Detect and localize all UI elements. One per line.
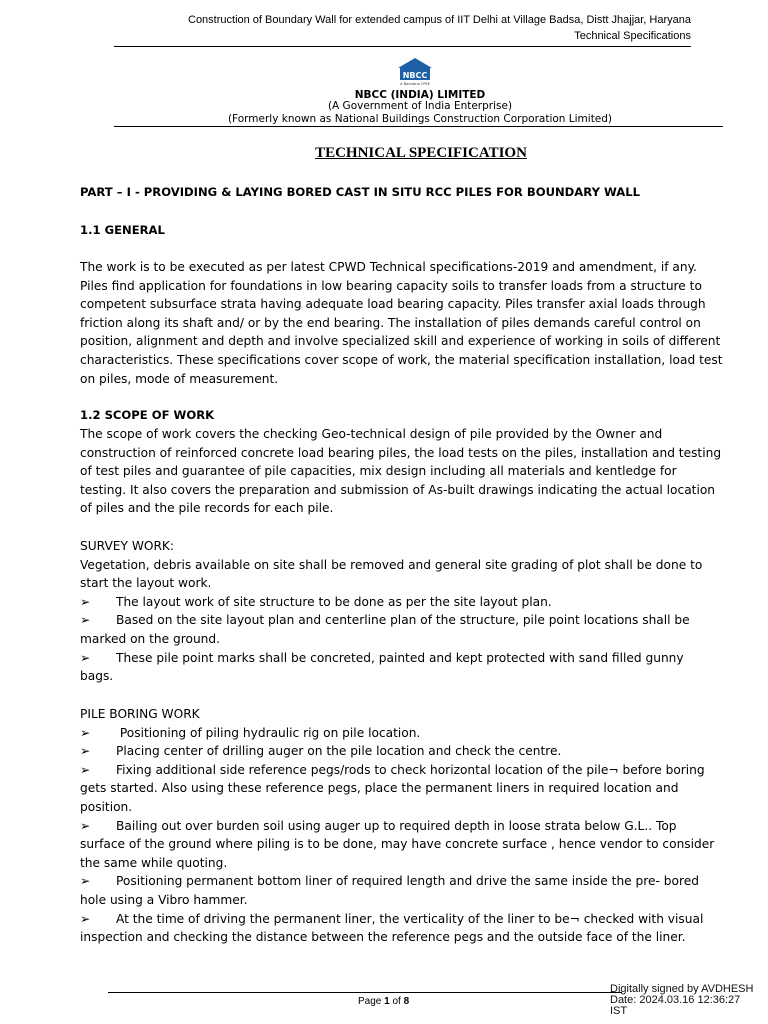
survey-bullet	[80, 593, 727, 612]
bullet-text: Bailing out over burden soil using auger up to required depth in loose strata below G.L.. Top	[116, 818, 677, 833]
bullet-text: These pile point marks shall be concreted, painted and kept protected with sand filled gunny	[116, 650, 684, 665]
boring-bullet	[80, 724, 727, 743]
org-subtitle: (A Government of India Enterprise)	[327, 100, 513, 112]
digital-signature	[610, 984, 753, 1017]
svg-text:A Navratna CPSE: A Navratna CPSE	[400, 82, 430, 86]
page-current: 1	[384, 996, 390, 1007]
general-line: position, alignment and depth and involve specialized skill and experience of working in soils of different	[80, 334, 721, 349]
bullet-continuation: gets started. Also using these reference pegs, place the permanent liners in required location and	[80, 781, 679, 796]
general-paragraph	[80, 258, 727, 388]
page-of: of	[389, 996, 404, 1007]
general-line: competent subsurface strata having adequate load bearing capacity. Piles transfer axial loads through	[80, 297, 706, 312]
bullet-text: The layout work of site structure to be done as per the site layout plan.	[116, 594, 552, 609]
boring-bullet	[80, 872, 727, 891]
scope-line: of piles and the pile records for each pile.	[80, 501, 334, 516]
boring-bullet	[80, 761, 727, 780]
bullet-text: Placing center of drilling auger on the pile location and check the centre.	[116, 744, 562, 759]
general-line: The work is to be executed as per latest CPWD Technical specifications-2019 and amendment, if any.	[80, 260, 697, 274]
scope-line: testing. It also covers the preparation and submission of As-built drawings indicating the actual location	[80, 482, 716, 497]
bullet-continuation: surface of the ground where piling is to be done, may have concrete surface , hence vendor to consider	[80, 837, 715, 852]
general-line: friction along its shaft and/ or by the end bearing. The installation of piles demands careful control on	[80, 315, 701, 330]
bullet-text: Positioning permanent bottom liner of required length and drive the same inside the pre- bored	[116, 874, 699, 889]
bullet-arrow-icon: ➢	[80, 650, 91, 665]
bullet-arrow-icon: ➢	[80, 818, 91, 833]
page-prefix: Page	[358, 996, 385, 1007]
footer-rule	[108, 992, 622, 993]
bullet-arrow-icon: ➢	[80, 911, 91, 926]
bullet-continuation: bags.	[80, 669, 114, 684]
scope-line: of test piles and guarantee of pile capacities, mix design including all materials and kentledge for	[80, 464, 677, 479]
running-header-title: Construction of Boundary Wall for extended campus of IIT Delhi at Village Badsa, Distt Jhajjar, Haryana	[188, 14, 691, 26]
survey-heading: SURVEY WORK:	[80, 539, 175, 553]
document-title: TECHNICAL SPECIFICATION	[315, 145, 527, 161]
boring-heading: PILE BORING WORK	[80, 707, 200, 721]
org-formerly: (Formerly known as National Buildings Construction Corporation Limited)	[227, 113, 613, 125]
boring-bullet	[80, 817, 727, 836]
survey-line: start the layout work.	[80, 576, 212, 591]
org-rule	[114, 126, 723, 127]
survey-bullet	[80, 611, 727, 630]
part-heading: PART – I - PROVIDING & LAYING BORED CAST IN SITU RCC PILES FOR BOUNDARY WALL	[80, 185, 641, 199]
scope-line: construction of reinforced concrete load bearing piles, the load tests on the piles, installation and testing	[80, 445, 722, 460]
bullet-arrow-icon: ➢	[80, 594, 91, 609]
bullet-text: Fixing additional side reference pegs/rods to check horizontal location of the pile¬ before boring	[116, 762, 705, 777]
bullet-continuation: the same while quoting.	[80, 855, 228, 870]
nbcc-logo	[398, 58, 432, 86]
bullet-continuation: position.	[80, 799, 133, 814]
svg-text:NBCC: NBCC	[402, 71, 428, 80]
survey-bullet	[80, 649, 727, 668]
boring-bullet	[80, 742, 727, 761]
page-number	[358, 996, 409, 1007]
signature-line: IST	[610, 1005, 628, 1017]
bullet-arrow-icon: ➢	[80, 874, 91, 889]
signature-line: Digitally signed by AVDHESH	[610, 983, 754, 995]
general-line: on piles, mode of measurement.	[80, 371, 279, 386]
page-total: 8	[403, 996, 410, 1007]
general-heading: 1.1 GENERAL	[80, 223, 165, 237]
bullet-text: Based on the site layout plan and centerline plan of the structure, pile point locations shall be	[116, 613, 690, 628]
signature-line: Date: 2024.03.16 12:36:27	[610, 994, 741, 1006]
bullet-arrow-icon: ➢	[80, 725, 91, 740]
bullet-text: At the time of driving the permanent liner, the verticality of the liner to be¬ checked with visual	[116, 911, 704, 926]
bullet-arrow-icon: ➢	[80, 762, 91, 777]
general-line: Piles find application for foundations in low bearing capacity soils to transfer loads from a structure to	[80, 278, 702, 293]
boring-section	[80, 705, 727, 947]
scope-line: The scope of work covers the checking Geo-technical design of pile provided by the Owner and	[80, 427, 663, 441]
bullet-continuation: inspection and checking the distance between the reference pegs and the outside face of the liner.	[80, 930, 686, 945]
bullet-text: Positioning of piling hydraulic rig on pile location.	[116, 725, 421, 740]
survey-line: Vegetation, debris available on site shall be removed and general site grading of plot shall be done to	[80, 557, 703, 572]
running-header-subtitle: Technical Specifications	[574, 30, 691, 42]
header-rule	[114, 46, 691, 47]
bullet-continuation: hole using a Vibro hammer.	[80, 892, 248, 907]
bullet-arrow-icon: ➢	[80, 613, 91, 628]
boring-bullet	[80, 910, 727, 929]
survey-section	[80, 537, 727, 686]
general-line: characteristics. These specifications cover scope of work, the material specification installation, load test	[80, 352, 723, 367]
org-name: NBCC (INDIA) LIMITED	[354, 89, 486, 101]
bullet-arrow-icon: ➢	[80, 744, 91, 759]
scope-paragraph	[80, 425, 727, 518]
scope-heading: 1.2 SCOPE OF WORK	[80, 408, 215, 422]
bullet-continuation: marked on the ground.	[80, 631, 221, 646]
